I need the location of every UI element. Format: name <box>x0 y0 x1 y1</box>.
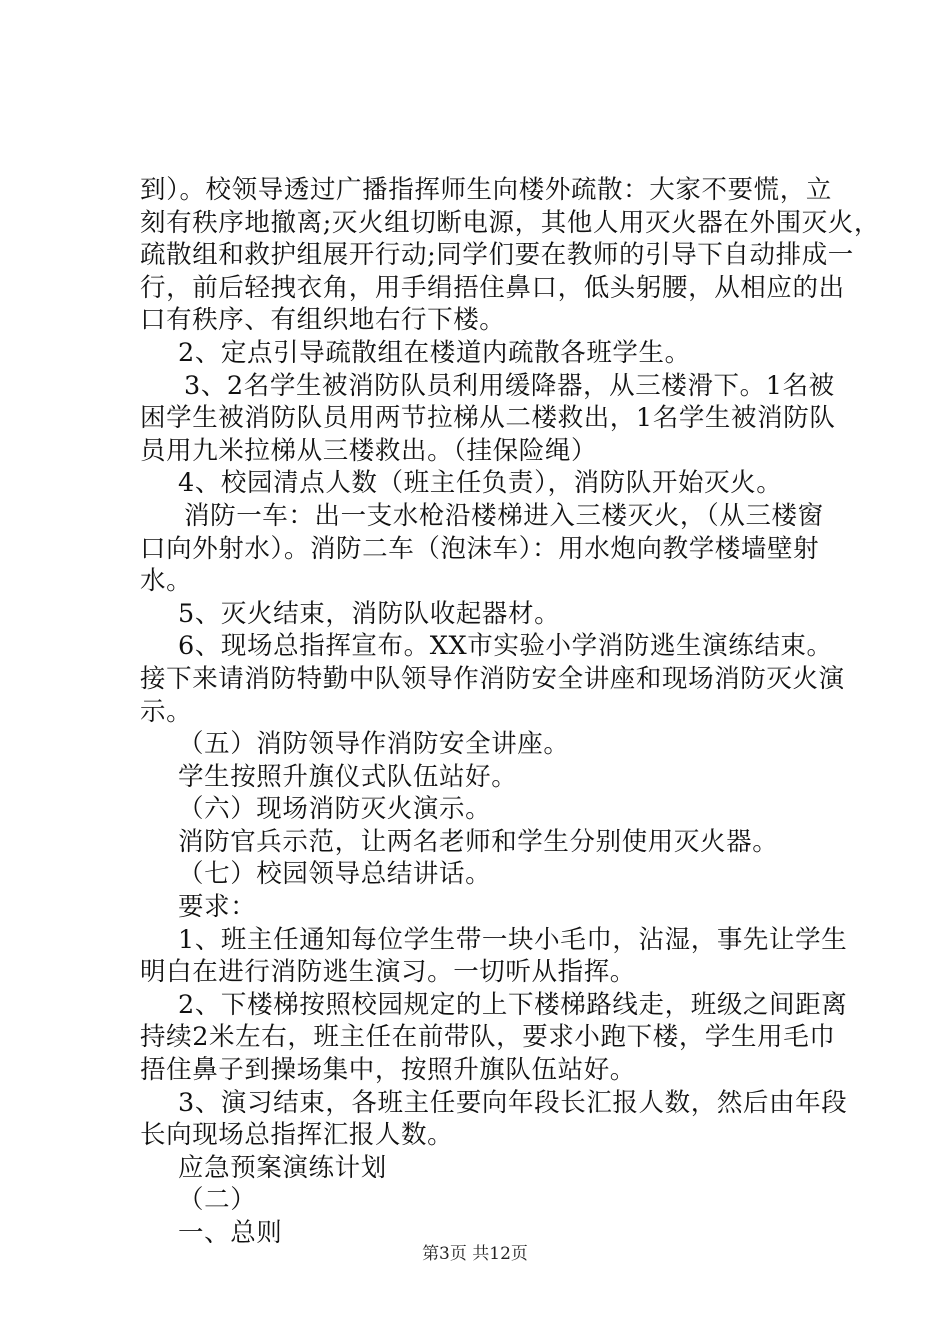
text-line: 示。 <box>140 696 193 727</box>
text-line: 消防官兵示范，让两名老师和学生分别使用灭火器。 <box>178 826 779 857</box>
text-line: （六）现场消防灭火演示。 <box>178 794 492 825</box>
text-line: （七）校园领导总结讲话。 <box>178 859 492 890</box>
text-line: 6、现场总指挥宣布。XX市实验小学消防逃生演练结束。 <box>178 631 833 662</box>
text-line: 接下来请消防特勤中队领导作消防安全讲座和现场消防灭火演 <box>140 663 845 694</box>
text-line: 应急预案演练计划 <box>178 1152 387 1183</box>
text-line: （二） <box>178 1185 257 1216</box>
text-line: 要求： <box>178 892 257 923</box>
text-line: 口有秩序、有组织地右行下楼。 <box>140 305 506 336</box>
text-line: 学生按照升旗仪式队伍站好。 <box>178 761 518 792</box>
text-line: 持续2米左右，班主任在前带队，要求小跑下楼，学生用毛巾 <box>140 1022 836 1053</box>
text-line: 捂住鼻子到操场集中，按照升旗队伍站好。 <box>140 1055 636 1086</box>
text-line: 2、下楼梯按照校园规定的上下楼梯路线走，班级之间距离 <box>178 989 848 1020</box>
text-line: 到）。校领导透过广播指挥师生向楼外疏散：大家不要慌，立 <box>140 175 832 205</box>
text-line: 3、2名学生被消防队员利用缓降器，从三楼滑下。1名被 <box>184 370 835 401</box>
document-body <box>140 174 880 1250</box>
text-line: 员用九米拉梯从三楼救出。（挂保险绳） <box>140 435 598 466</box>
text-line: 消防一车：出一支水枪沿楼梯进入三楼灭火，（从三楼窗 <box>184 500 824 531</box>
text-line: 行，前后轻拽衣角，用手绢捂住鼻口，低头躬腰，从相应的出 <box>140 272 845 303</box>
text-line: 4、校园清点人数（班主任负责），消防队开始灭火。 <box>178 468 783 499</box>
text-line: 困学生被消防队员用两节拉梯从二楼救出，1名学生被消防队 <box>140 403 836 434</box>
text-line: 3、演习结束，各班主任要向年段长汇报人数，然后由年段 <box>178 1087 848 1118</box>
text-line: 1、班主任通知每位学生带一块小毛巾，沾湿，事先让学生 <box>178 924 848 955</box>
page-number: 第3页 共12页 <box>422 1244 528 1264</box>
text-line: （五）消防领导作消防安全讲座。 <box>178 729 570 760</box>
text-line: 2、定点引导疏散组在楼道内疏散各班学生。 <box>178 337 691 368</box>
text-line: 疏散组和救护组展开行动;同学们要在教师的引导下自动排成一 <box>140 240 854 271</box>
text-line: 一、总则 <box>178 1218 283 1248</box>
text-line: 水。 <box>140 566 193 597</box>
text-line: 明白在进行消防逃生演习。一切听从指挥。 <box>140 957 636 988</box>
text-line: 口向外射水）。消防二车（泡沫车）：用水炮向教学楼墙壁射 <box>140 533 820 564</box>
text-line: 刻有秩序地撤离;灭火组切断电源，其他人用灭火器在外围灭火， <box>140 207 880 238</box>
text-line: 5、灭火结束，消防队收起器材。 <box>178 598 561 629</box>
text-line: 长向现场总指挥汇报人数。 <box>140 1120 454 1151</box>
